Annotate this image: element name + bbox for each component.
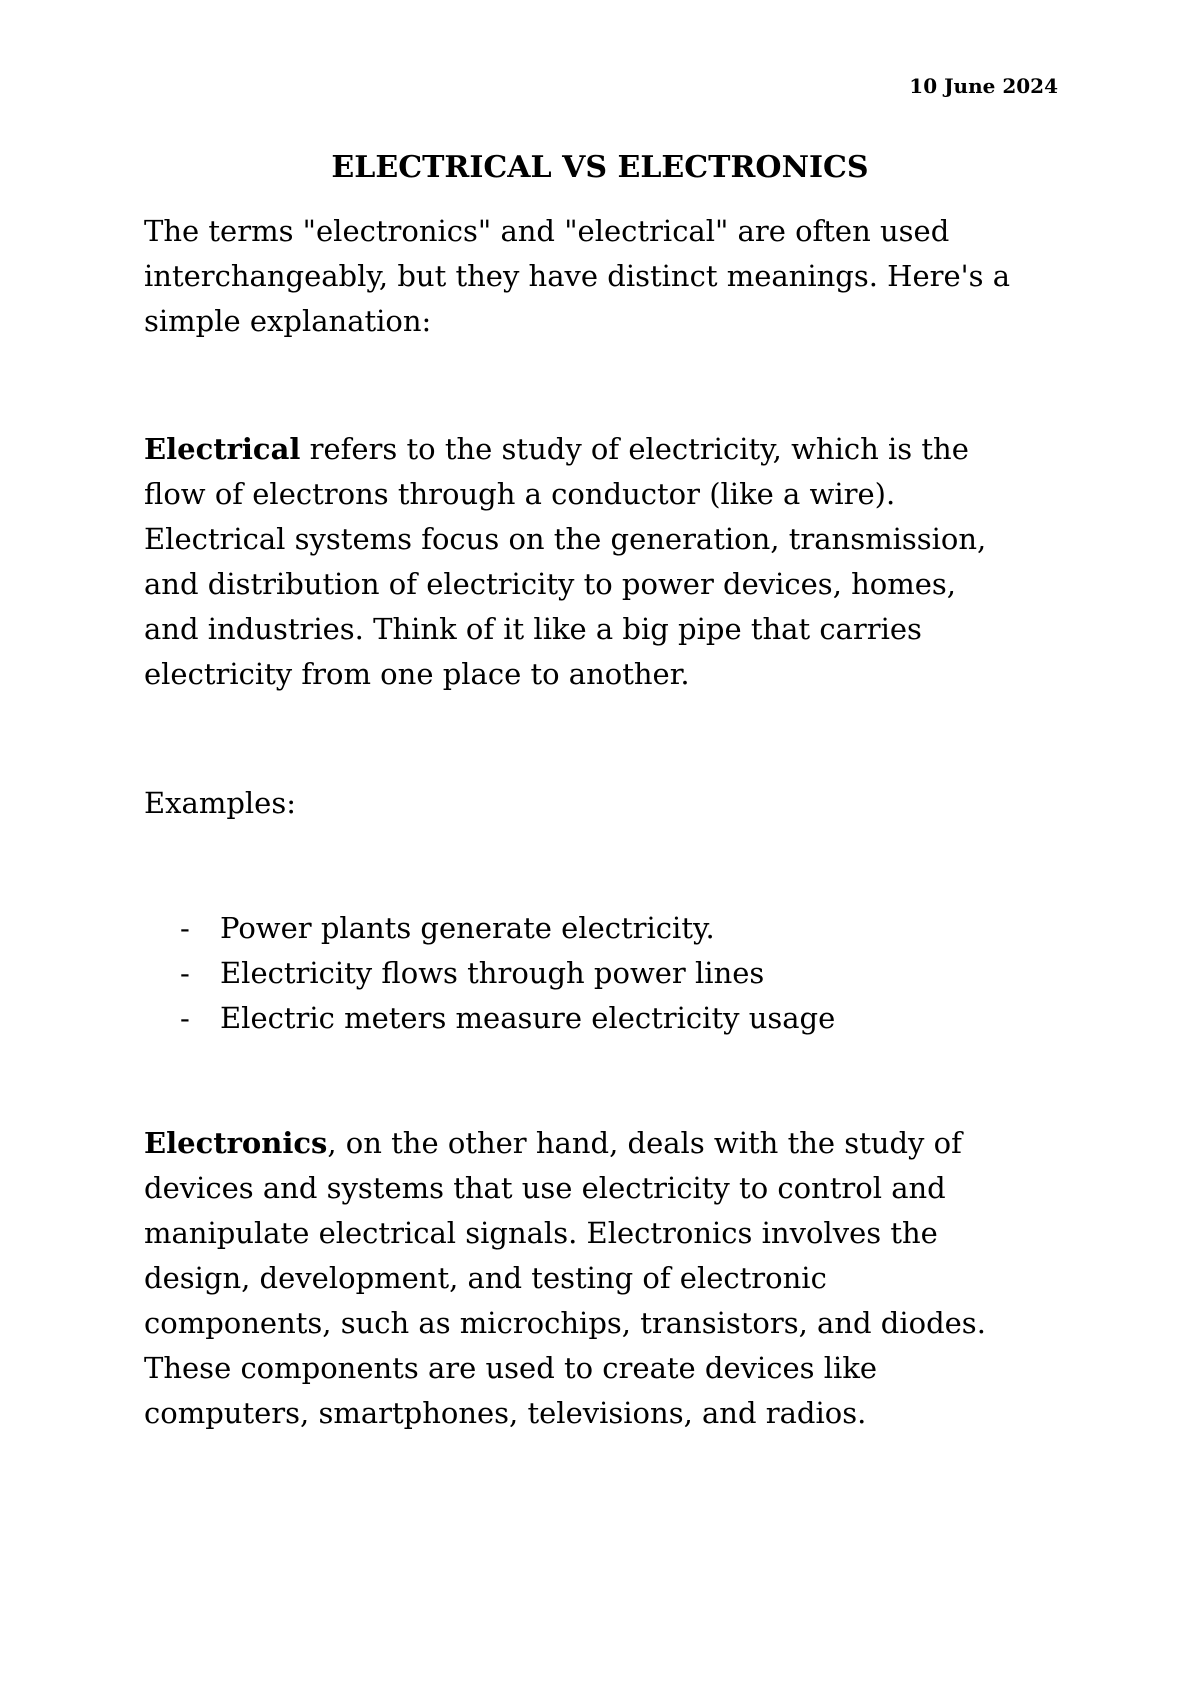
intro-line: The terms "electronics" and "electrical" are often used xyxy=(144,214,950,248)
intro-line: interchangeably, but they have distinct meanings. Here's a xyxy=(144,259,1011,293)
electrical-term: Electrical xyxy=(144,432,301,466)
electronics-term: Electronics xyxy=(144,1126,328,1160)
electronics-paragraph-first-line xyxy=(144,1123,962,1163)
electrical-line: electricity from one place to another. xyxy=(144,657,690,691)
bullet-dash: - xyxy=(180,911,190,945)
electronics-line: manipulate electrical signals. Electronics involves the xyxy=(144,1216,938,1250)
list-item-text: Electric meters measure electricity usage xyxy=(220,1001,836,1035)
list-item xyxy=(180,953,764,993)
list-item xyxy=(180,998,835,1038)
electrical-paragraph-first-line xyxy=(144,429,969,469)
electrical-line: Electrical systems focus on the generation, transmission, xyxy=(144,522,987,556)
electrical-line: and distribution of electricity to power devices, homes, xyxy=(144,567,957,601)
intro-line: simple explanation: xyxy=(144,304,432,338)
electronics-line: devices and systems that use electricity to control and xyxy=(144,1171,946,1205)
bullet-dash: - xyxy=(180,1001,190,1035)
document-title: ELECTRICAL VS ELECTRONICS xyxy=(331,150,869,185)
document-date: 10 June 2024 xyxy=(909,74,1058,98)
electronics-line: components, such as microchips, transistors, and diodes. xyxy=(144,1306,986,1340)
bullet-dash: - xyxy=(180,956,190,990)
electrical-first-line-rest: refers to the study of electricity, which is the xyxy=(300,432,969,466)
electronics-line: These components are used to create devices like xyxy=(144,1351,878,1385)
examples-label: Examples: xyxy=(144,786,296,820)
list-item xyxy=(180,908,715,948)
electrical-line: and industries. Think of it like a big pipe that carries xyxy=(144,612,922,646)
electronics-line: computers, smartphones, televisions, and radios. xyxy=(144,1396,867,1430)
list-item-text: Electricity flows through power lines xyxy=(220,956,765,990)
electronics-first-line-rest: , on the other hand, deals with the study of xyxy=(327,1126,962,1160)
electrical-line: flow of electrons through a conductor (like a wire). xyxy=(144,477,896,511)
list-item-text: Power plants generate electricity. xyxy=(220,911,715,945)
electronics-line: design, development, and testing of electronic xyxy=(144,1261,827,1295)
